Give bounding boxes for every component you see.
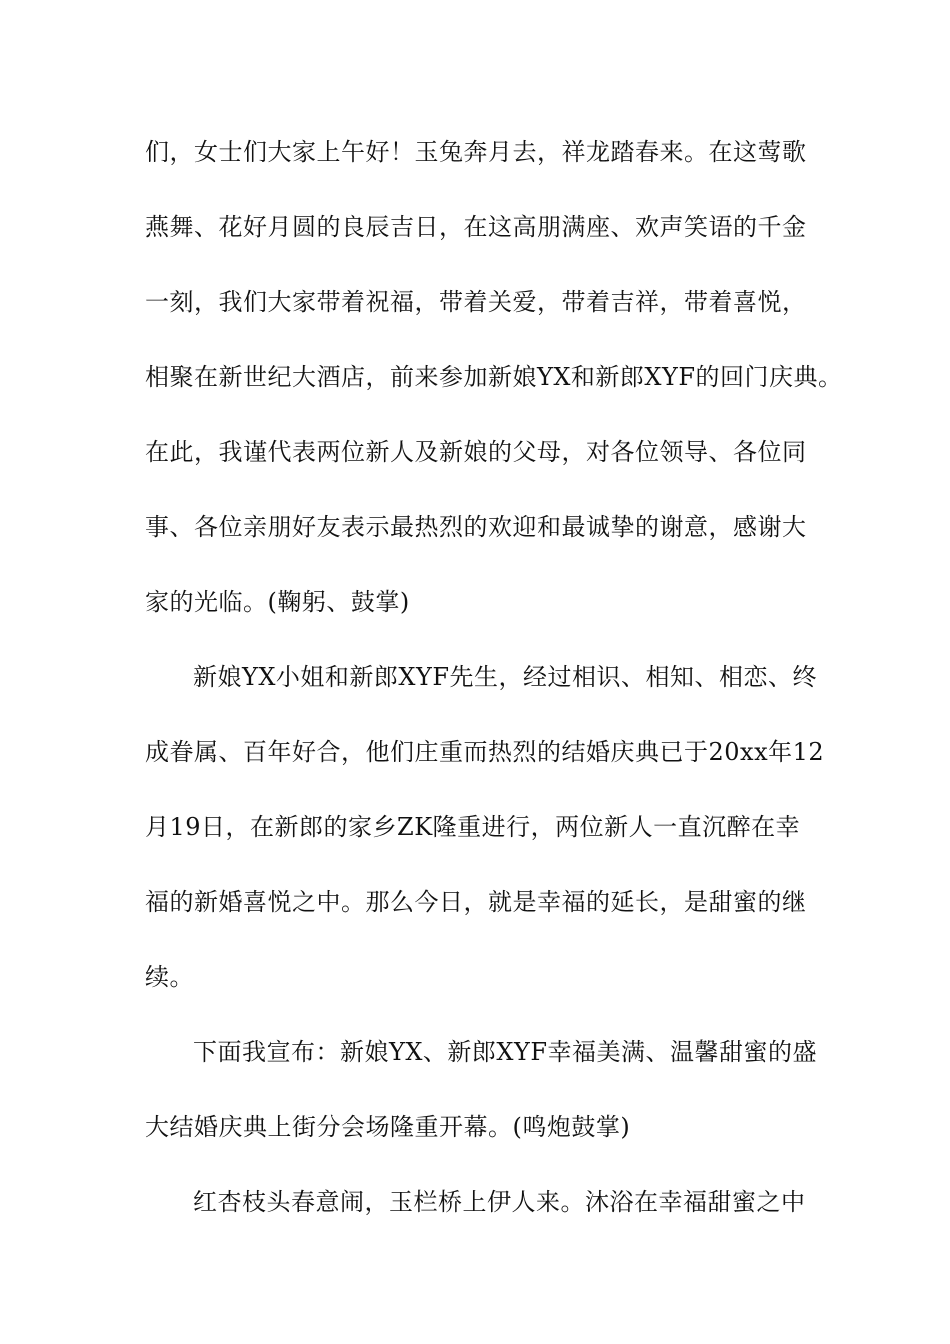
text-line: 续。 bbox=[145, 963, 194, 991]
text-line: 大结婚庆典上街分会场隆重开幕。(鸣炮鼓掌) bbox=[145, 1113, 631, 1141]
paragraph-first-line: 红杏枝头春意闹，玉栏桥上伊人来。沐浴在幸福甜蜜之中 bbox=[193, 1188, 806, 1216]
text-line: 事、各位亲朋好友表示最热烈的欢迎和最诚挚的谢意，感谢大 bbox=[145, 513, 807, 541]
text-line: 家的光临。(鞠躬、鼓掌) bbox=[145, 588, 410, 616]
text-line: 福的新婚喜悦之中。那么今日，就是幸福的延长，是甜蜜的继 bbox=[145, 888, 807, 916]
text-line: 月19日，在新郎的家乡ZK隆重进行，两位新人一直沉醉在幸 bbox=[145, 813, 801, 841]
text-line: 相聚在新世纪大酒店，前来参加新娘YX和新郎XYF的回门庆典。 bbox=[145, 363, 843, 391]
text-line: 在此，我谨代表两位新人及新娘的父母，对各位领导、各位同 bbox=[145, 438, 807, 466]
text-line: 燕舞、花好月圆的良辰吉日，在这高朋满座、欢声笑语的千金 bbox=[145, 213, 807, 241]
paragraph-first-line: 下面我宣布：新娘YX、新郎XYF幸福美满、温馨甜蜜的盛 bbox=[193, 1038, 818, 1066]
paragraph-first-line: 新娘YX小姐和新郎XYF先生，经过相识、相知、相恋、终 bbox=[193, 663, 818, 691]
text-line: 一刻，我们大家带着祝福，带着关爱，带着吉祥，带着喜悦， bbox=[145, 288, 807, 316]
text-line: 们，女士们大家上午好！玉兔奔月去，祥龙踏春来。在这莺歌 bbox=[145, 138, 807, 166]
text-line: 成眷属、百年好合，他们庄重而热烈的结婚庆典已于20xx年12 bbox=[145, 738, 825, 766]
